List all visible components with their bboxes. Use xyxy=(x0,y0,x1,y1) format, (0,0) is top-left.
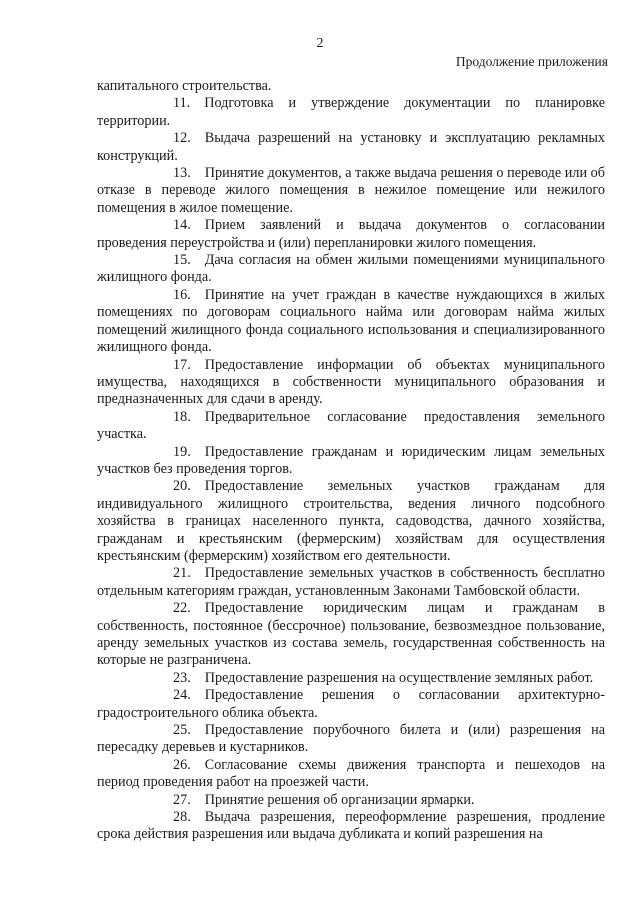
item-number: 27. xyxy=(173,791,191,808)
item-text: Предоставление земельных участков в собственность бесплатно отдельным категориям граждан, установленным Законами Тамбовской области. xyxy=(97,565,605,599)
list-item xyxy=(97,792,605,809)
item-text: Предоставление гражданам и юридическим лицам земельных участков без проведения торгов. xyxy=(97,443,605,477)
item-number: 15. xyxy=(173,252,191,269)
page-number: 2 xyxy=(316,36,324,51)
item-number: 21. xyxy=(173,565,191,582)
item-text: Принятие на учет граждан в качестве нуждающихся в жилых помещениях по договорам социального найма или договорам найма жилых помещений жилищного фонда социального использования и специализированного жилищного фонда. xyxy=(97,286,605,356)
list-item xyxy=(97,757,605,792)
list-item xyxy=(97,565,605,600)
item-number: 20. xyxy=(173,478,191,495)
item-text: Предоставление юридическим лицам и гражданам в собственность, постоянное (бессрочное) пользование, безвозмездное пользование, аренду земельных участков из состава земель, государственная собственность на которые не разграничена. xyxy=(97,600,605,669)
item-text: Предоставление информации об объектах муниципального имущества, находящихся в собственности муниципального образования и предназначенных для сдачи в аренду. xyxy=(97,356,605,408)
list-item xyxy=(97,217,605,252)
item-text: Предоставление земельных участков гражданам для индивидуального жилищного строительства, ведения личного подсобного хозяйства в границах населенного пункта, садоводства, дачного хозяйства, гражданам и крестьянским (фермерским) хозяйствам для осуществления крестьянским (фермерским) хозяйством его деятельности. xyxy=(97,478,605,564)
list-item xyxy=(97,670,605,687)
list-item xyxy=(97,722,605,757)
list-item xyxy=(97,130,605,165)
item-number: 22. xyxy=(173,600,191,617)
continuation-label: Продолжение приложения xyxy=(455,54,608,69)
item-text: Выдача разрешения, переоформление разрешения, продление срока действия разрешения или выдача дубликата и копий разрешения на xyxy=(97,809,605,843)
item-number: 24. xyxy=(173,687,191,704)
item-text: Прием заявлений и выдача документов о согласовании проведения переустройства и (или) перепланировки жилого помещения. xyxy=(97,217,605,251)
item-text: Подготовка и утверждение документации по планировке территории. xyxy=(97,95,605,129)
item-text: Дача согласия на обмен жилыми помещениями муниципального жилищного фонда. xyxy=(97,252,605,286)
item-number: 17. xyxy=(173,356,191,373)
list-item xyxy=(97,687,605,722)
item-text: Выдача разрешений на установку и эксплуатацию рекламных конструкций. xyxy=(97,130,605,164)
document-body xyxy=(97,78,605,844)
item-text: Предоставление решения о согласовании архитектурно-градостроительного облика объекта. xyxy=(97,687,605,721)
item-text: Согласование схемы движения транспорта и пешеходов на период проведения работ на проезжей части. xyxy=(97,756,605,791)
item-number: 25. xyxy=(173,722,191,739)
item-number: 14. xyxy=(173,217,191,234)
list-item xyxy=(97,478,605,565)
item-text: Принятие решения об организации ярмарки. xyxy=(204,791,475,808)
list-item xyxy=(97,165,605,217)
item-number: 23. xyxy=(173,669,191,686)
item-number: 13. xyxy=(173,165,191,182)
item-text: Предварительное согласование предоставления земельного участка. xyxy=(97,408,605,443)
list-item xyxy=(97,409,605,444)
lead-text: капитального строительства. xyxy=(97,78,272,94)
list-item xyxy=(97,287,605,357)
service-list xyxy=(97,95,605,843)
item-text: Предоставление порубочного билета и (или) разрешения на пересадку деревьев и кустарников. xyxy=(97,722,605,756)
item-number: 26. xyxy=(173,756,191,773)
item-number: 28. xyxy=(173,809,191,826)
list-item xyxy=(97,95,605,130)
list-item xyxy=(97,357,605,409)
item-number: 12. xyxy=(173,130,191,147)
item-number: 16. xyxy=(173,286,191,303)
item-number: 19. xyxy=(173,443,191,460)
list-item xyxy=(97,444,605,479)
list-item xyxy=(97,600,605,670)
list-item xyxy=(97,809,605,844)
item-number: 11. xyxy=(173,95,191,112)
item-number: 18. xyxy=(173,408,191,425)
list-item xyxy=(97,252,605,287)
item-text: Принятие документов, а также выдача решения о переводе или об отказе в переводе жилого помещения в нежилое помещение или нежилого помещения в жилое помещение. xyxy=(97,165,605,216)
item-text: Предоставление разрешения на осуществление земляных работ. xyxy=(204,669,594,686)
